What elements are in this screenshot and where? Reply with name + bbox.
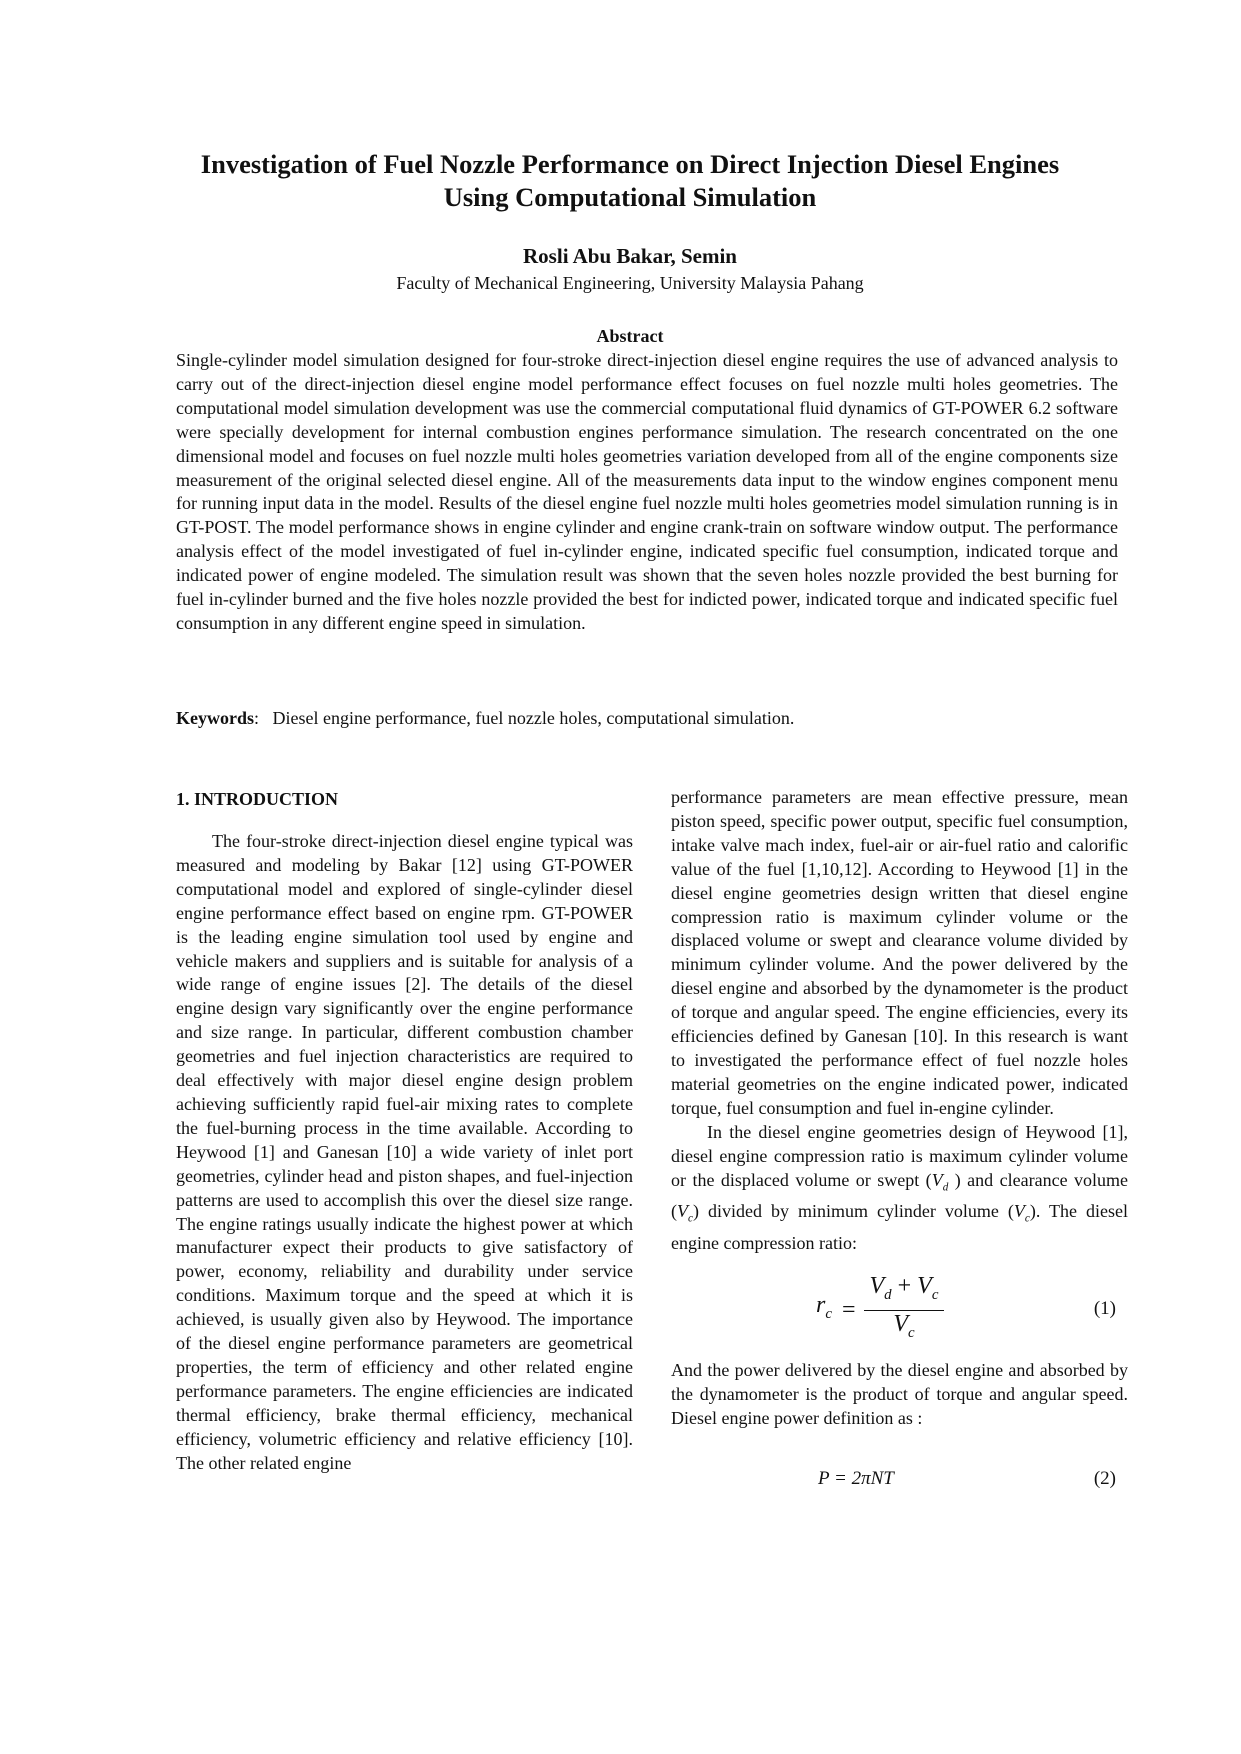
para2-text-a: In the diesel engine geometries design of Heywood [1], diesel engine compression ratio is maximum cylinder volume or the displaced volume or swept ( <box>671 1121 1128 1190</box>
eq1-lhs-letter: r <box>816 1292 826 1319</box>
equation-1 <box>671 1265 1128 1355</box>
eq1-num-v1: V <box>869 1273 885 1300</box>
section-heading-introduction: 1. INTRODUCTION <box>176 789 339 809</box>
paper-affiliation: Faculty of Mechanical Engineering, University Malaysia Pahang <box>396 273 864 293</box>
vc-letter: V <box>677 1201 688 1221</box>
vd-subscript: d <box>942 1181 949 1194</box>
keywords-text: Diesel engine performance, fuel nozzle holes, computational simulation. <box>272 708 795 728</box>
equation-1-formula <box>816 1275 944 1345</box>
intro-paragraph-right-2 <box>671 1121 1128 1256</box>
paper-authors: Rosli Abu Bakar, Semin <box>523 244 737 268</box>
intro-paragraph-right-3: And the power delivered by the diesel engine and absorbed by the dynamometer is the product of torque and angular speed. Diesel engine power definition as : <box>671 1360 1128 1429</box>
eq1-denominator <box>893 1311 914 1346</box>
eq1-num-v2: V <box>917 1273 932 1300</box>
keywords-label: Keywords <box>176 708 254 728</box>
eq1-lhs-subscript: c <box>825 1306 832 1323</box>
eq1-plus: + <box>891 1273 918 1300</box>
right-column <box>671 786 1128 1501</box>
eq1-num-v2-sub: c <box>931 1287 939 1304</box>
vc2-subscript: c <box>1024 1212 1030 1225</box>
intro-paragraph-left: The four-stroke direct-injection diesel engine typical was measured and modeling by Bakar [12] using GT-POWER computational model and explored of single-cylinder diesel engine performance effect based on engine rpm. GT-POWER is the leading engine simulation tool used by engine and vehicle makers and suppliers and is suitable for analysis of a wide range of engine issues [2]. The details of the diesel engine design vary significantly over the engine performance and size range. In particular, different combustion chamber geometries and fuel injection characteristics are required to deal effectively with major diesel engine design problem achieving sufficiently rapid fuel-air mixing rates to complete the fuel-burning process in the time available. According to Heywood [1] and Ganesan [10] a wide variety of inlet port geometries, cylinder head and piston shapes, and fuel-injection patterns are used to accomplish this over the diesel size range. The engine ratings usually indicate the highest power at which manufacturer expect their products to give satisfactory of power, economy, reliability and durability under service conditions. Maximum torque and the speed at which it is achieved, is usually given also by Heywood. The importance of the diesel engine performance parameters are geometrical properties, the term of efficiency and other related engine performance parameters. The engine efficiencies are indicated thermal efficiency, brake thermal efficiency, mechanical efficiency, volumetric efficiency and relative efficiency [10]. The other related engine <box>176 831 633 1473</box>
paper-title <box>160 148 1100 214</box>
eq1-fraction <box>864 1275 945 1345</box>
equation-1-number: (1) <box>1093 1298 1116 1320</box>
abstract-heading: Abstract <box>596 326 664 346</box>
equation-2-number: (2) <box>1093 1468 1116 1490</box>
vd-symbol <box>931 1169 949 1194</box>
intro-paragraph-right-1: performance parameters are mean effective pressure, mean piston speed, specific power output, specific fuel consumption, intake valve mach index, fuel-air or air-fuel ratio and calorific value of the fuel [1,10,12]. According to Heywood [1] in the diesel engine geometries design written that diesel engine compression ratio is maximum cylinder volume or the displaced volume or swept and clearance volume divided by minimum cylinder volume. And the power delivered by the diesel engine and absorbed by the dynamometer is the product of torque and angular speed. The engine efficiencies, every its efficiencies defined by Ganesan [10]. In this research is want to investigated the performance effect of fuel nozzle holes material geometries on the engine indicated power, indicated torque, fuel consumption and fuel in-engine cylinder. <box>671 787 1128 1118</box>
abstract-body: Single-cylinder model simulation designed for four-stroke direct-injection diesel engine requires the use of advanced analysis to carry out of the direct-injection diesel engine model performance effect focuses on fuel nozzle multi holes geometries. The computational model simulation development was use the commercial computational fluid dynamics of GT-POWER 6.2 software were specially development for internal combustion engines performance simulation. The research concentrated on the one dimensional model and focuses on fuel nozzle multi holes geometries variation developed from all of the engine components size measurement of the original selected diesel engine. All of the measurements data input to the window engines component menu for running input data in the model. Results of the diesel engine fuel nozzle multi holes geometries model simulation running is in GT-POST. The model performance shows in engine cylinder and engine crank-train on software window output. The performance analysis effect of the model investigated of fuel in-cylinder engine, indicated specific fuel consumption, indicated torque and indicated power of engine modeled. The simulation result was shown that the seven holes nozzle provided the best burning for fuel in-cylinder burned and the five holes nozzle provided the best for indicted power, indicated torque and indicated specific fuel consumption in any different engine speed in simulation. <box>176 350 1118 633</box>
equation-2-formula: P = 2πNT <box>818 1468 894 1490</box>
left-column <box>176 788 633 1475</box>
vc-symbol <box>677 1201 693 1225</box>
eq1-den-v-sub: c <box>908 1324 915 1341</box>
keywords-line: Keywords: Diesel engine performance, fuel nozzle holes, computational simulation. <box>176 708 795 728</box>
equation-2 <box>671 1461 1128 1501</box>
para2-text-c: ) divided by minimum cylinder volume ( <box>692 1201 1014 1221</box>
eq1-equals: = <box>841 1296 856 1323</box>
eq1-den-v: V <box>893 1311 908 1338</box>
para2-text-d: ). The diesel engine compression ratio: <box>671 1201 1128 1253</box>
para2-text-b: ) and clearance volume ( <box>671 1169 1129 1221</box>
eq1-lhs <box>816 1294 832 1327</box>
title-line-1: Investigation of Fuel Nozzle Performance on Direct Injection Diesel Engines <box>200 149 1060 179</box>
eq1-numerator <box>864 1275 945 1311</box>
eq1-num-v1-sub: d <box>884 1287 892 1304</box>
title-line-2: Using Computational Simulation <box>443 182 817 212</box>
vc2-letter: V <box>1013 1201 1025 1221</box>
vd-letter: V <box>931 1169 943 1190</box>
vc-symbol-2 <box>1013 1201 1030 1225</box>
vc-subscript: c <box>688 1212 693 1225</box>
